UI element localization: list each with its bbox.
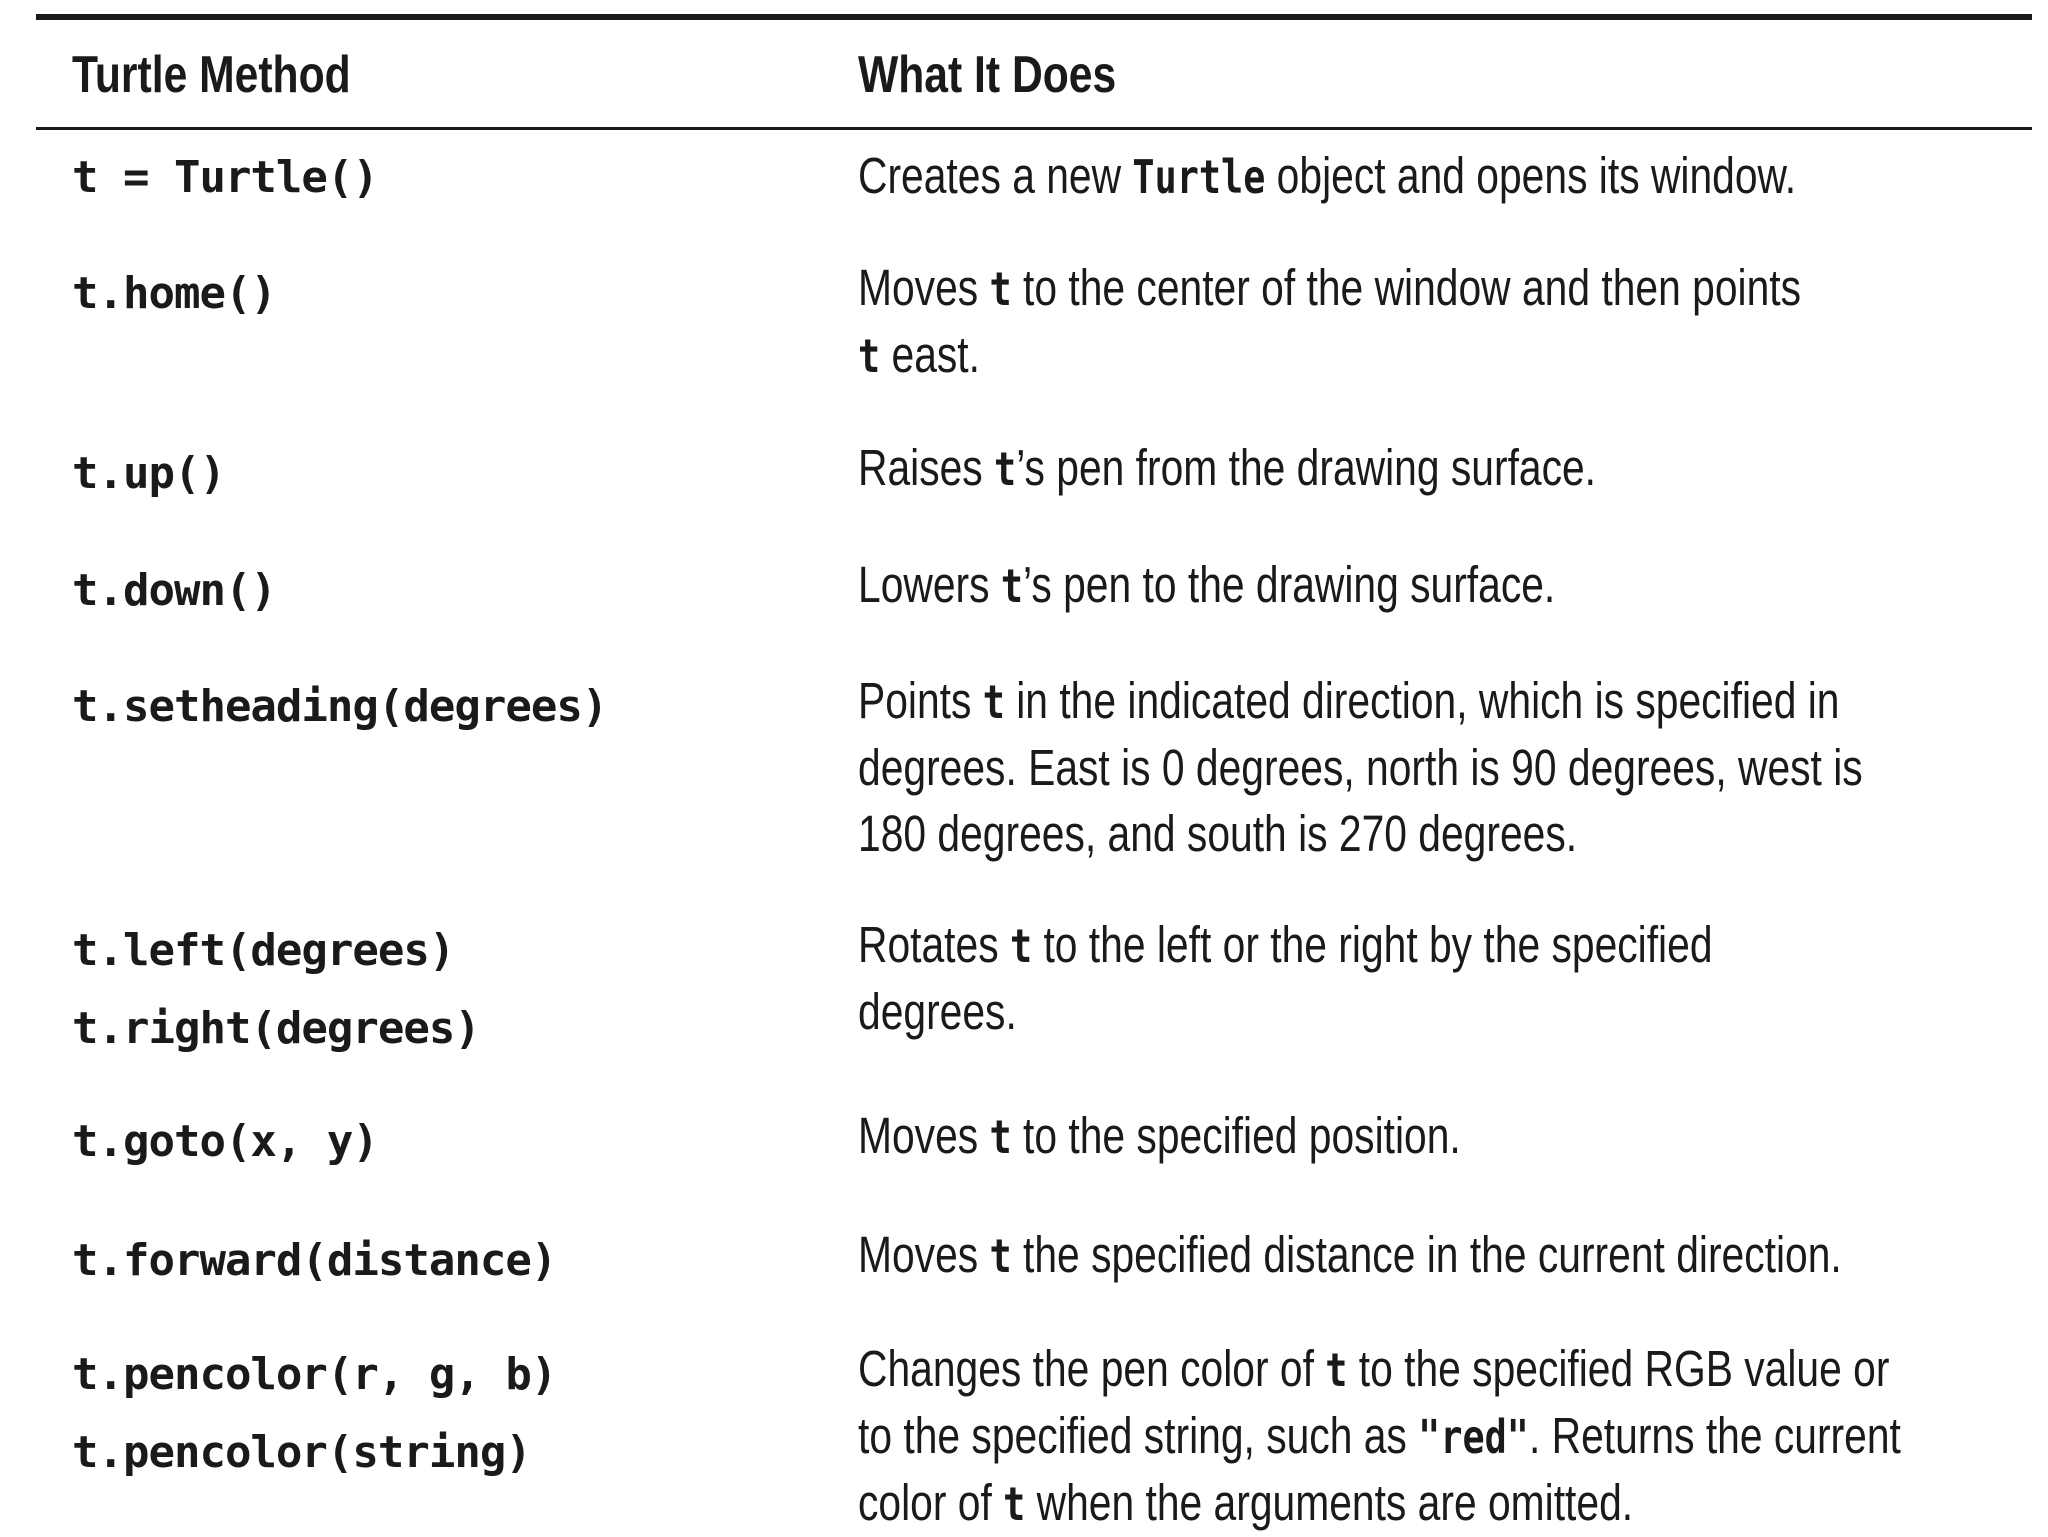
- description-text: the specified distance in the current direction.: [1011, 1226, 1842, 1283]
- description-text: to the specified position.: [1011, 1107, 1461, 1164]
- method-description: [858, 912, 1978, 1045]
- method-signature: t.pencolor(string): [72, 1427, 531, 1478]
- method-description: [858, 552, 1978, 619]
- description-line: [858, 552, 1978, 619]
- method-description: [858, 668, 1978, 867]
- method-signature: t = Turtle(): [72, 152, 378, 203]
- method-signature: t.forward(distance): [72, 1235, 557, 1286]
- description-text: to the center of the window and then points: [1011, 259, 1801, 316]
- method-description: [858, 143, 1978, 210]
- description-line: [858, 322, 1978, 389]
- inline-code: t: [1000, 559, 1024, 613]
- method-description: [858, 255, 1978, 389]
- method-signature: t.pencolor(r, g, b): [72, 1349, 557, 1400]
- description-text: Raises: [858, 439, 995, 496]
- description-text: ’s pen to the drawing surface.: [1023, 556, 1556, 613]
- description-line: [858, 979, 1978, 1045]
- method-signature: t.down(): [72, 565, 276, 616]
- description-text: . Returns the current: [1528, 1407, 1901, 1464]
- description-text: Creates a new: [858, 147, 1133, 204]
- description-text: to the left or the right by the specified: [1032, 916, 1713, 973]
- description-text: east.: [880, 326, 980, 383]
- inline-code: t: [989, 1110, 1012, 1164]
- description-text: object and opens its window.: [1265, 147, 1797, 204]
- method-signature: t.goto(x, y): [72, 1116, 378, 1167]
- description-text: Rotates: [858, 916, 1010, 973]
- method-signature: t.left(degrees): [72, 925, 455, 976]
- inline-code: t: [858, 329, 881, 383]
- description-text: 180 degrees, and south is 270 degrees.: [858, 805, 1578, 862]
- description-line: [858, 143, 1978, 210]
- description-text: when the arguments are omitted.: [1025, 1474, 1634, 1531]
- description-text: Moves: [858, 1107, 990, 1164]
- description-text: to the specified RGB value or: [1347, 1340, 1890, 1397]
- description-text: Lowers: [858, 556, 1001, 613]
- method-description: [858, 1336, 1978, 1537]
- description-text: color of: [858, 1474, 1004, 1531]
- column-header-method: Turtle Method: [72, 46, 351, 104]
- description-line: [858, 735, 1978, 801]
- description-line: [858, 1403, 1978, 1470]
- description-text: degrees.: [858, 983, 1017, 1040]
- description-line: [858, 912, 1978, 979]
- inline-code: t: [989, 262, 1012, 316]
- method-signature: t.right(degrees): [72, 1003, 480, 1054]
- description-text: Points: [858, 672, 983, 729]
- description-line: [858, 1222, 1978, 1289]
- column-header-description: What It Does: [858, 46, 1117, 104]
- inline-code: "red": [1418, 1410, 1529, 1464]
- inline-code: t: [1003, 1477, 1026, 1531]
- method-signature: t.up(): [72, 448, 225, 499]
- method-description: [858, 1103, 1978, 1170]
- header-rule: [36, 127, 2032, 130]
- description-text: Changes the pen color of: [858, 1340, 1326, 1397]
- description-text: to the specified string, such as: [858, 1407, 1419, 1464]
- description-line: [858, 1470, 1978, 1537]
- description-line: [858, 1103, 1978, 1170]
- inline-code: t: [1325, 1343, 1348, 1397]
- description-line: [858, 255, 1978, 322]
- method-description: [858, 1222, 1978, 1289]
- description-text: ’s pen from the drawing surface.: [1016, 439, 1597, 496]
- description-text: Moves: [858, 259, 990, 316]
- method-signature: t.setheading(degrees): [72, 681, 608, 732]
- description-text: degrees. East is 0 degrees, north is 90 degrees, west is: [858, 739, 1863, 796]
- inline-code: t: [989, 1229, 1012, 1283]
- inline-code: Turtle: [1132, 150, 1266, 204]
- description-line: [858, 668, 1978, 735]
- method-description: [858, 435, 1978, 502]
- description-line: [858, 1336, 1978, 1403]
- description-text: Moves: [858, 1226, 990, 1283]
- description-line: [858, 435, 1978, 502]
- description-line: [858, 801, 1978, 867]
- table-top-rule: [36, 14, 2032, 20]
- inline-code: t: [982, 675, 1005, 729]
- method-signature: t.home(): [72, 268, 276, 319]
- inline-code: t: [994, 442, 1017, 496]
- description-text: in the indicated direction, which is specified in: [1004, 672, 1840, 729]
- inline-code: t: [1009, 919, 1033, 973]
